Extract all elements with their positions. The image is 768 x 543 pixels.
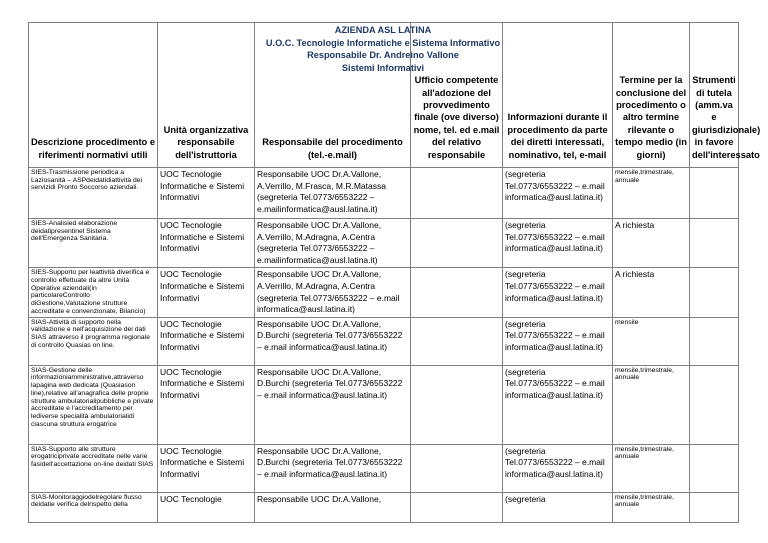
cell-office	[411, 268, 503, 317]
cell-office	[411, 444, 503, 492]
cell-term: A richiesta	[613, 219, 690, 268]
table-row	[29, 365, 739, 444]
cell-tutela	[690, 492, 739, 522]
column-header-unit: Unità organizzativa responsabile dell'istruttoria	[158, 23, 255, 168]
cell-term: mensile,trimestrale, annuale	[613, 444, 690, 492]
cell-info: (segreteria Tel.0773/6553222 – e.mail informatica@ausl.latina.it)	[503, 168, 613, 219]
cell-unit: UOC Tecnologie Informatiche e Sistemi Informativi	[158, 444, 255, 492]
cell-term: mensile,trimestrale, annuale	[613, 492, 690, 522]
cell-info: (segreteria Tel.0773/6553222 – e.mail informatica@ausl.latina.it)	[503, 268, 613, 317]
column-header-tutela: Strumenti di tutela (amm.va e giurisdizionale) in favore dell'interessato	[690, 23, 739, 168]
cell-info: (segreteria Tel.0773/6553222 – e.mail informatica@ausl.latina.it)	[503, 365, 613, 444]
cell-term: mensile,trimestrale, annuale	[613, 168, 690, 219]
table-row	[29, 444, 739, 492]
cell-tutela	[690, 168, 739, 219]
cell-unit: UOC Tecnologie Informatiche e Sistemi Informativi	[158, 219, 255, 268]
cell-responsible: Responsabile UOC Dr.A.Vallone, D.Burchi (segreteria Tel.0773/6553222 – e.mail informatica@ausl.latina.it)	[255, 317, 411, 365]
column-header-info: Informazioni durante il procedimento da parte dei diretti interessati, nominativo, tel, e-mail	[503, 23, 613, 168]
document-heading	[28, 24, 738, 74]
table-row	[29, 268, 739, 317]
column-header-office: Ufficio competente all'adozione del provvedimento finale (ove diverso) nome, tel. ed e.mail del relativo responsabile	[411, 23, 503, 168]
cell-office	[411, 492, 503, 522]
cell-description: SIES-Trasmissione periodica a Laziosanità – ASPdeidatidiattività dei servizidi Pronto Soccorso aziendali.	[29, 168, 158, 219]
cell-office	[411, 365, 503, 444]
cell-description: SIAS-Monitoraggiodelregolare flusso deidatie verifica delrispetto della	[29, 492, 158, 522]
cell-office	[411, 219, 503, 268]
cell-term: mensile,trimestrale, annuale	[613, 365, 690, 444]
cell-unit: UOC Tecnologie Informatiche e Sistemi Informativi	[158, 268, 255, 317]
table-row	[29, 317, 739, 365]
cell-info: (segreteria Tel.0773/6553222 – e.mail informatica@ausl.latina.it)	[503, 219, 613, 268]
cell-unit: UOC Tecnologie Informatiche e Sistemi Informativi	[158, 365, 255, 444]
cell-unit: UOC Tecnologie Informatiche e Sistemi Informativi	[158, 317, 255, 365]
column-header-term: Termine per la conclusione del procedimento o altro termine rilevante o tempo medio (in giorni)	[613, 23, 690, 168]
cell-description: SIAS-Supporto alle strutture erogatriciprivate accreditate nelle varie fasidell'accettazione on-line deidati SIAS	[29, 444, 158, 492]
cell-info: (segreteria	[503, 492, 613, 522]
procedures-table	[28, 22, 761, 523]
cell-responsible: Responsabile UOC Dr.A.Vallone, A.Verrillo, M.Frasca, M.R.Matassa (segreteria Tel.0773/6553222 – e.mailinformatica@ausl.latina.it)	[255, 168, 411, 219]
cell-office	[411, 168, 503, 219]
cell-tutela	[690, 444, 739, 492]
cell-description: SIES-Supporto per leattività diverifica e controllo effettuate da altre Unità Operative aziendali(in particolareControllo diGestione,Valutazione strutture accreditate e convenzionate, Bilancio)	[29, 268, 158, 317]
cell-responsible: Responsabile UOC Dr.A.Vallone, D.Burchi (segreteria Tel.0773/6553222 – e.mail informatica@ausl.latina.it)	[255, 365, 411, 444]
cell-responsible: Responsabile UOC Dr.A.Vallone, D.Burchi (segreteria Tel.0773/6553222 – e.mail informatica@ausl.latina.it)	[255, 444, 411, 492]
table-row	[29, 219, 739, 268]
cell-term: mensile	[613, 317, 690, 365]
column-header-description: Descrizione procedimento e riferimenti normativi utili	[29, 23, 158, 168]
cell-office	[411, 317, 503, 365]
cell-unit: UOC Tecnologie	[158, 492, 255, 522]
cell-description: SIAS-Attività di supporto nella validazione e nell'acquisizione dei dati SIAS attraverso il programma regionale di controllo Quasias on line.	[29, 317, 158, 365]
heading-department: U.O.C. Tecnologie Informatiche e Sistema Informativo	[265, 37, 501, 48]
table-row	[29, 168, 739, 219]
heading-organization: AZIENDA ASL LATINA	[334, 25, 432, 35]
cell-responsible: Responsabile UOC Dr.A.Vallone,	[255, 492, 411, 522]
cell-info: (segreteria Tel.0773/6553222 – e.mail informatica@ausl.latina.it)	[503, 444, 613, 492]
cell-tutela	[690, 219, 739, 268]
cell-unit: UOC Tecnologie Informatiche e Sistemi Informativi	[158, 168, 255, 219]
cell-description: SIES-Analisied elaborazione deidatipresentinel Sistema dell'Emergenza Sanitaria.	[29, 219, 158, 268]
cell-term: A richiesta	[613, 268, 690, 317]
cell-tutela	[690, 365, 739, 444]
heading-manager: Responsabile Dr. Andreino Vallone	[307, 50, 459, 60]
cell-tutela	[690, 268, 739, 317]
cell-info: (segreteria Tel.0773/6553222 – e.mail informatica@ausl.latina.it)	[503, 317, 613, 365]
cell-description: SIAS-Gestione delle informazioniamministrative,attraverso lapagina web dedicata (Quasiason line),relative all'anagrafica delle proprie strutture ambulatorialipubbliche e private accreditate e l'accreditamento per lediverse specialità ambulatorialidi ciascuna struttura erogatrice	[29, 365, 158, 444]
cell-tutela	[690, 317, 739, 365]
table-row	[29, 492, 739, 522]
column-header-responsible: Responsabile del procedimento (tel.-e.mail)	[255, 23, 411, 168]
heading-office: Sistemi Informativi	[341, 62, 425, 73]
cell-responsible: Responsabile UOC Dr.A.Vallone, A.Verrillo, M.Adragna, A.Centra (segreteria Tel.0773/6553222 – e.mailinformatica@ausl.latina.it)	[255, 219, 411, 268]
cell-responsible: Responsabile UOC Dr.A.Vallone, A.Verrillo, M.Adragna, A.Centra (segreteria Tel.0773/6553222 – e.mail informatica@ausl.latina.it)	[255, 268, 411, 317]
